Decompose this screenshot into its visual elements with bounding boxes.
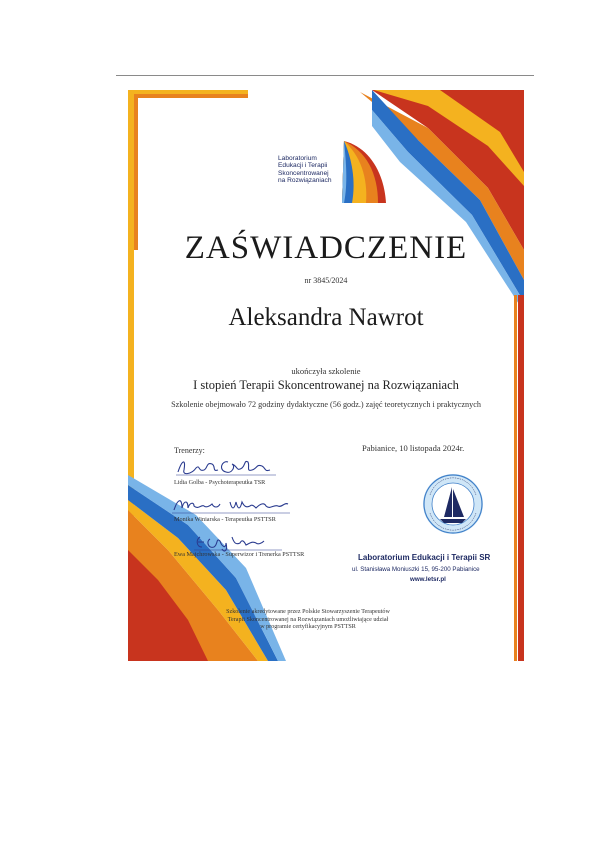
recipient-name: Aleksandra Nawrot [228, 304, 424, 331]
organizer-address: ul. Stanisława Moniuszki 15, 95-200 Pabianice [352, 566, 480, 573]
scan-edge-line [116, 75, 534, 76]
course-name: I stopień Terapii Skoncentrowanej na Rozwiązaniach [193, 378, 459, 392]
accreditation-line: Szkolenie akredytowane przez Polskie Stowarzyszenie Terapeutów [226, 609, 390, 615]
completed-text: ukończyła szkolenie [291, 366, 361, 376]
hours-description: Szkolenie obejmowało 72 godziny dydaktyczne (56 godz.) zajęć teoretycznych i praktycznych [171, 400, 481, 409]
logo-line: Laboratorium [278, 155, 317, 162]
certificate-title: ZAŚWIADCZENIE [184, 230, 468, 266]
signature-2 [170, 494, 294, 516]
accreditation-note [188, 609, 428, 632]
sail-logo-icon [338, 137, 388, 207]
accreditation-line: w programie certyfikacyjnym PSTTSR [260, 624, 356, 631]
certificate-number: nr 3845/2024 [304, 276, 348, 285]
trainers-label: Trenerzy: [174, 446, 205, 455]
trainer-1-caption: Lidia Golba - Psychoterapeutka TSR [174, 479, 266, 486]
accreditation-line: Terapii Skoncentrowanej na Rozwiązaniach umożliwiające udział [227, 616, 389, 623]
signature-3 [194, 531, 284, 553]
place-date: Pabianice, 10 listopada 2024r. [362, 443, 465, 453]
logo-line: na Rozwiązaniach [278, 177, 332, 185]
trainer-3-caption: Ewa Majchrowska - Superwizor i Trenerka PSTTSR [174, 551, 305, 558]
logo-line: Skoncentrowanej [278, 169, 329, 177]
organizer-stamp-icon [422, 473, 484, 535]
certificate [128, 90, 524, 661]
organizer-name: Laboratorium Edukacji i Terapii SR [358, 553, 491, 562]
organizer-logo [278, 137, 388, 207]
logo-line: Edukacji i Terapii [278, 162, 328, 170]
signature-1 [172, 456, 282, 478]
trainer-2-caption: Monika Winiarska - Terapeutka PSTTSR [174, 516, 276, 523]
organizer-website: www.letsr.pl [410, 576, 446, 583]
